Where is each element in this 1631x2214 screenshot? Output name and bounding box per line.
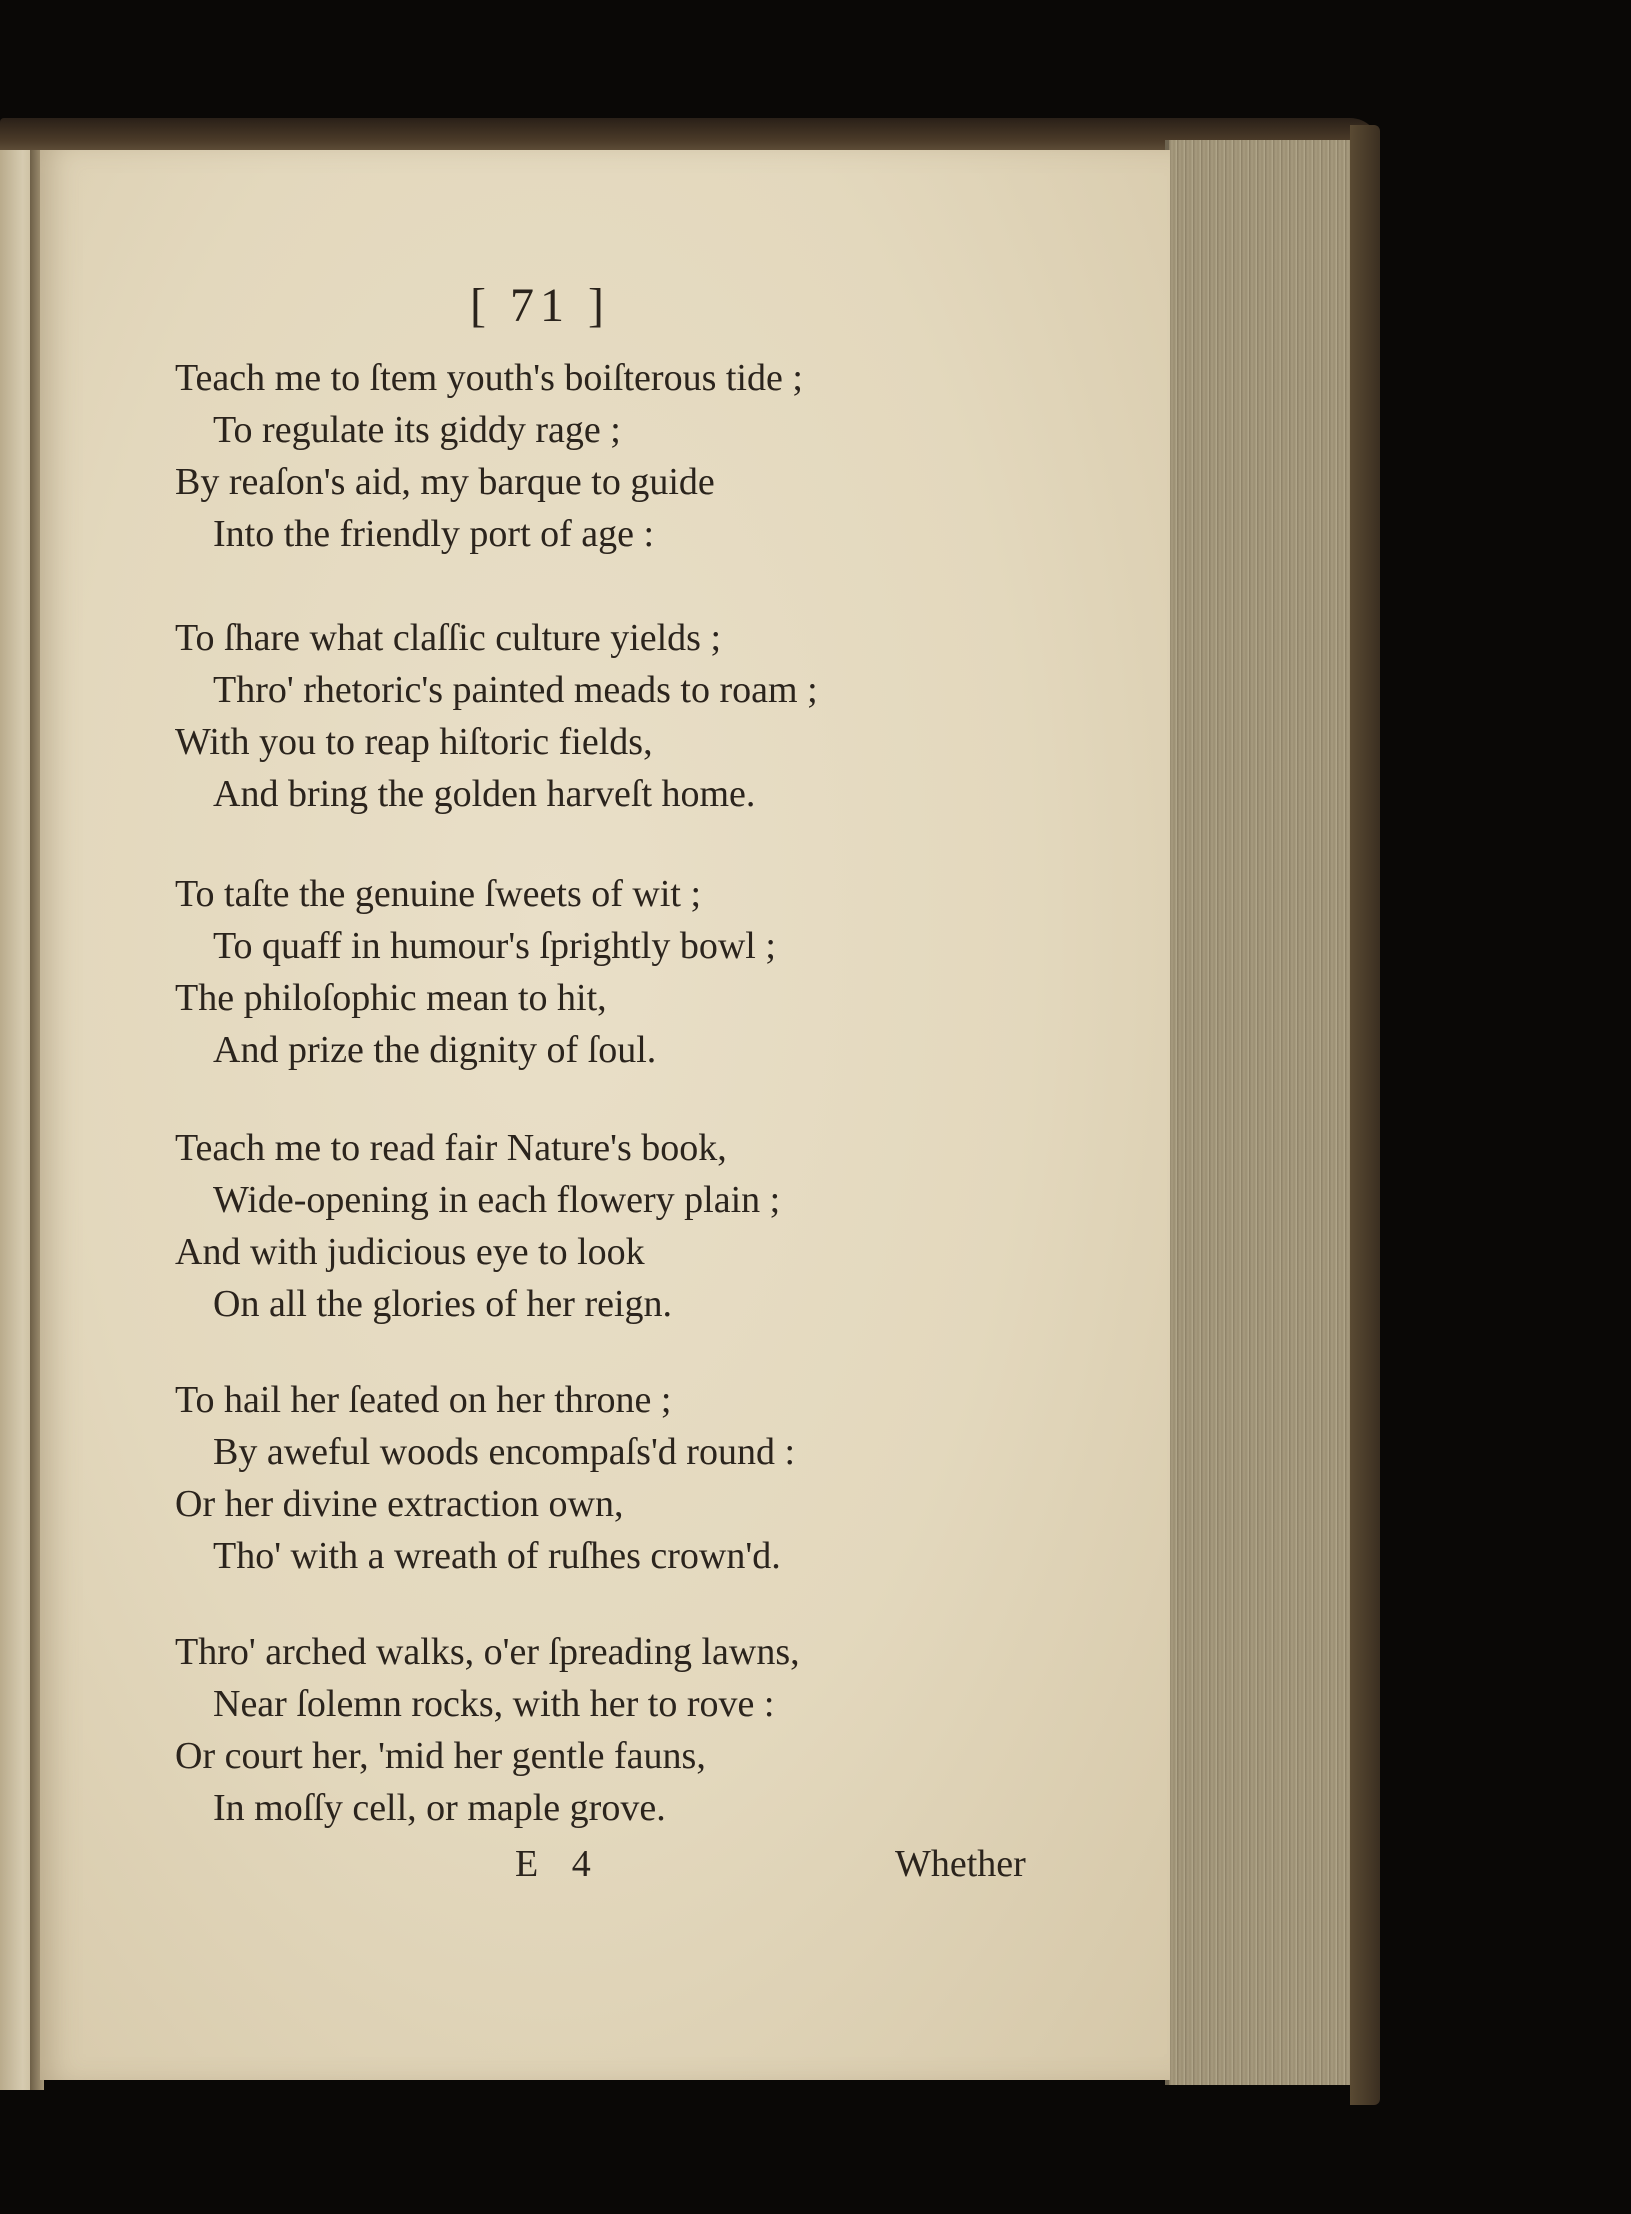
catchword: Whether [895, 1843, 1026, 1885]
verse-line: To taſte the genuine ſweets of wit ; [175, 873, 702, 915]
stanza-3 [175, 868, 895, 1076]
verse-line: Into the friendly port of age : [213, 513, 655, 555]
stanza-2 [175, 612, 895, 820]
verse-line: Wide-opening in each flowery plain ; [213, 1179, 781, 1221]
verse-line: Near ſolemn rocks, with her to rove : [213, 1683, 775, 1725]
stanza-6 [175, 1626, 895, 1834]
page-fore-edge [1165, 140, 1369, 2085]
verse-line: Or court her, 'mid her gentle fauns, [175, 1735, 706, 1777]
signature-mark: E 4 [515, 1843, 603, 1885]
stanza-1 [175, 352, 895, 560]
verse-line: By aweful woods encompaſs'd round : [213, 1431, 796, 1473]
verse-line: On all the glories of her reign. [213, 1283, 673, 1325]
verse-line: And with judicious eye to look [175, 1231, 645, 1273]
verse-line: The philoſophic mean to hit, [175, 977, 607, 1019]
verse-line: With you to reap hiſtoric fields, [175, 721, 653, 763]
stanza-4 [175, 1122, 895, 1330]
verse-line: Or her divine extraction own, [175, 1483, 624, 1525]
verse-line: And bring the golden harveſt home. [213, 773, 756, 815]
verse-line: To regulate its giddy rage ; [213, 409, 621, 451]
verse-line: And prize the dignity of ſoul. [213, 1029, 657, 1071]
stanza-5 [175, 1374, 895, 1582]
verse-line: Thro' rhetoric's painted meads to roam ; [213, 669, 818, 711]
verse-line: Tho' with a wreath of ruſhes crown'd. [213, 1535, 781, 1577]
page-number: [ 71 ] [470, 279, 610, 332]
verse-line: By reaſon's aid, my barque to guide [175, 461, 715, 503]
verse-line: Teach me to ſtem youth's boiſterous tide ; [175, 357, 803, 399]
verse-line: Teach me to read fair Nature's book, [175, 1127, 727, 1169]
verse-line: Thro' arched walks, o'er ſpreading lawns, [175, 1631, 800, 1673]
verse-line: To hail her ſeated on her throne ; [175, 1379, 672, 1421]
verse-line: In moſſy cell, or maple grove. [213, 1787, 666, 1829]
verse-line: To quaff in humour's ſprightly bowl ; [213, 925, 776, 967]
cover-board [1350, 125, 1380, 2105]
verse-line: To ſhare what claſſic culture yields ; [175, 617, 722, 659]
